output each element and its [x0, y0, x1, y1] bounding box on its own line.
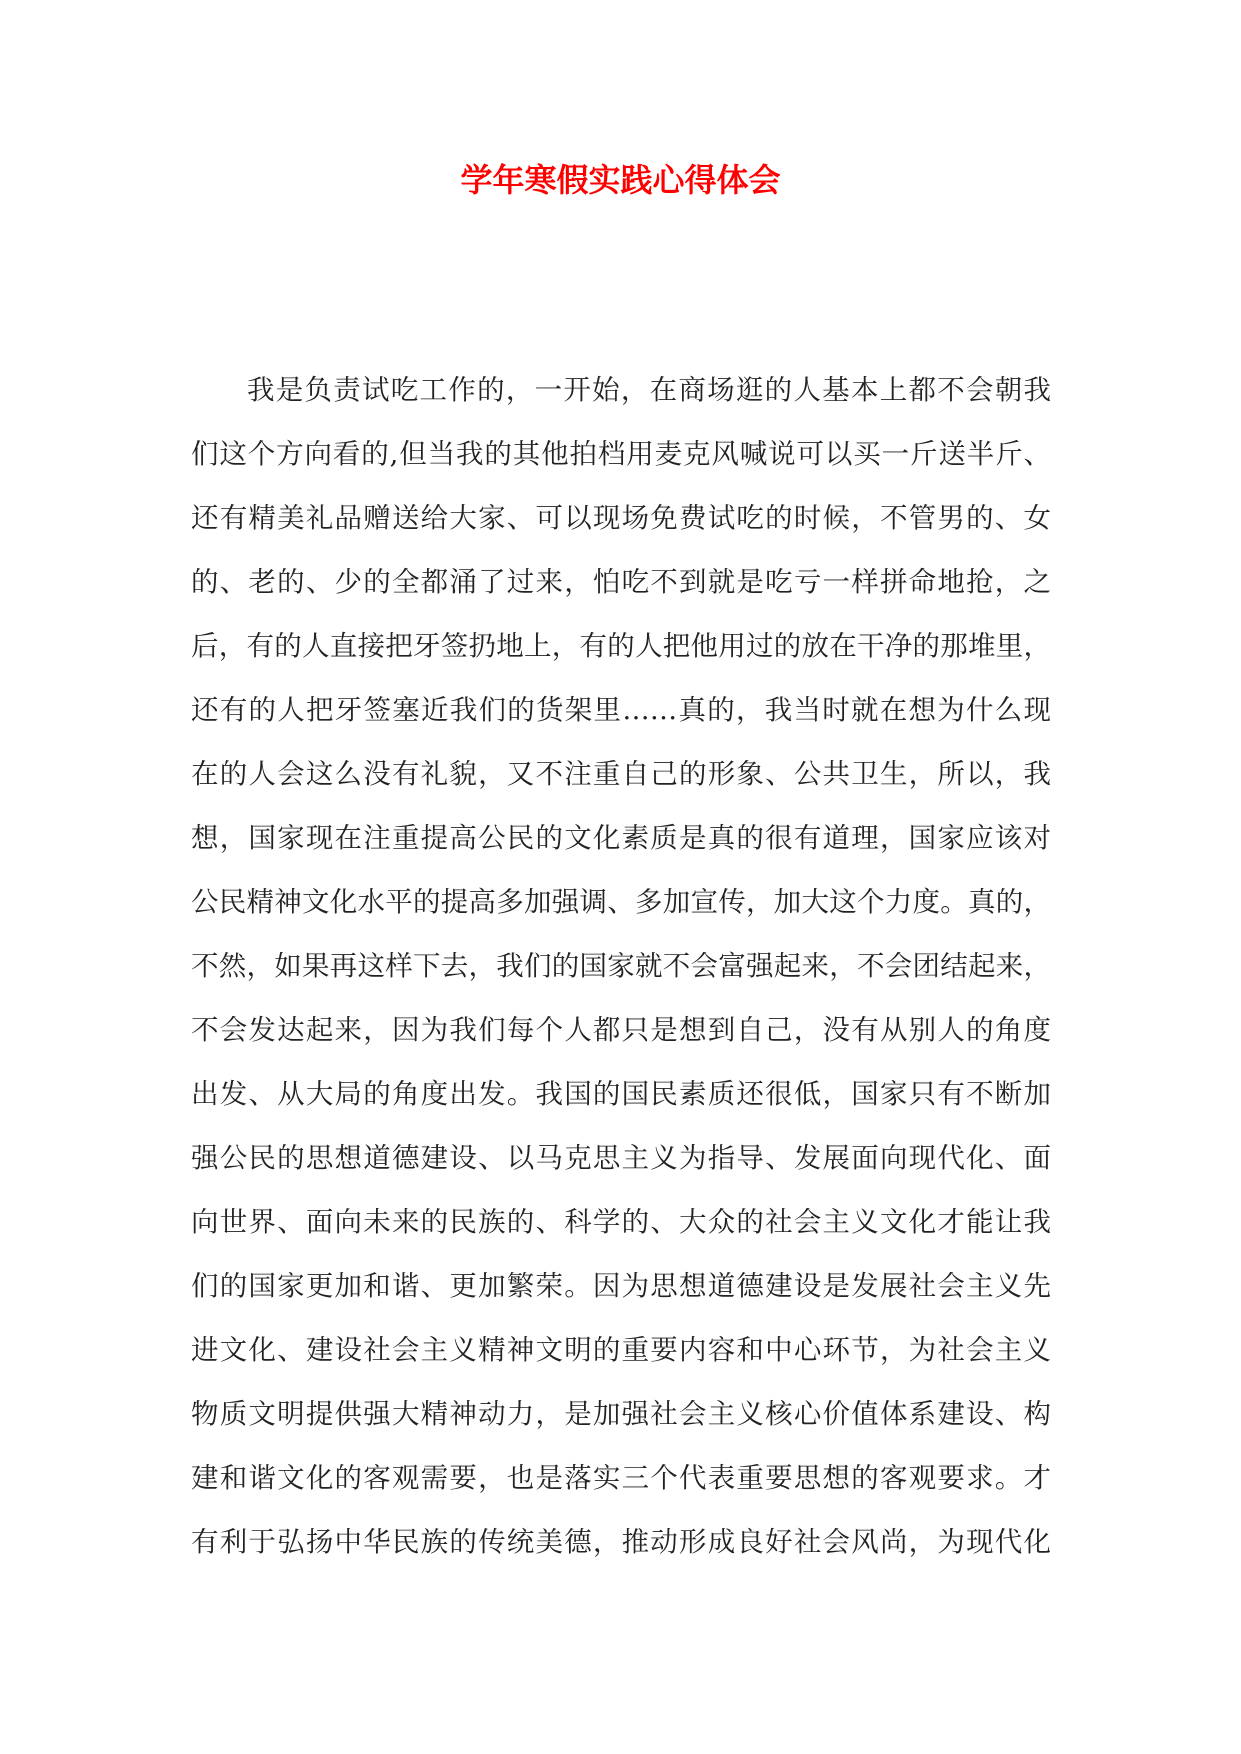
document-title: 学年寒假实践心得体会 [460, 161, 781, 199]
paragraph-line: 不然，如果再这样下去，我们的国家就不会富强起来，不会团结起来， [191, 950, 1051, 982]
paragraph-line: 向世界、面向未来的民族的、科学的、大众的社会主义文化才能让我 [191, 1206, 1051, 1238]
paragraph-line: 们这个方向看的,但当我的其他拍档用麦克风喊说可以买一斤送半斤、 [191, 438, 1051, 470]
paragraph-line: 强公民的思想道德建设、以马克思主义为指导、发展面向现代化、面 [191, 1142, 1051, 1174]
paragraph-line: 有利于弘扬中华民族的传统美德，推动形成良好社会风尚，为现代化 [191, 1526, 1051, 1558]
paragraph-line: 后，有的人直接把牙签扔地上，有的人把他用过的放在干净的那堆里， [191, 630, 1051, 662]
paragraph-line: 们的国家更加和谐、更加繁荣。因为思想道德建设是发展社会主义先 [191, 1270, 1051, 1302]
paragraph-line: 还有精美礼品赠送给大家、可以现场免费试吃的时候，不管男的、女 [191, 502, 1051, 534]
paragraph-line: 出发、从大局的角度出发。我国的国民素质还很低，国家只有不断加 [191, 1078, 1051, 1110]
paragraph-line: 我是负责试吃工作的，一开始，在商场逛的人基本上都不会朝我 [247, 374, 1051, 406]
paragraph-line: 还有的人把牙签塞近我们的货架里……真的，我当时就在想为什么现 [191, 694, 1051, 726]
paragraph-line: 不会发达起来，因为我们每个人都只是想到自己，没有从别人的角度 [191, 1014, 1051, 1046]
body-paragraph [191, 358, 1051, 1574]
paragraph-line: 的、老的、少的全都涌了过来，怕吃不到就是吃亏一样拼命地抢，之 [191, 566, 1051, 598]
paragraph-line: 想，国家现在注重提高公民的文化素质是真的很有道理，国家应该对 [191, 822, 1051, 854]
paragraph-line: 物质文明提供强大精神动力，是加强社会主义核心价值体系建设、构 [191, 1398, 1051, 1430]
paragraph-line: 建和谐文化的客观需要，也是落实三个代表重要思想的客观要求。才 [191, 1462, 1051, 1494]
paragraph-line: 进文化、建设社会主义精神文明的重要内容和中心环节，为社会主义 [191, 1334, 1051, 1366]
paragraph-line: 公民精神文化水平的提高多加强调、多加宣传，加大这个力度。真的， [191, 886, 1051, 918]
paragraph-line: 在的人会这么没有礼貌，又不注重自己的形象、公共卫生，所以，我 [191, 758, 1051, 790]
